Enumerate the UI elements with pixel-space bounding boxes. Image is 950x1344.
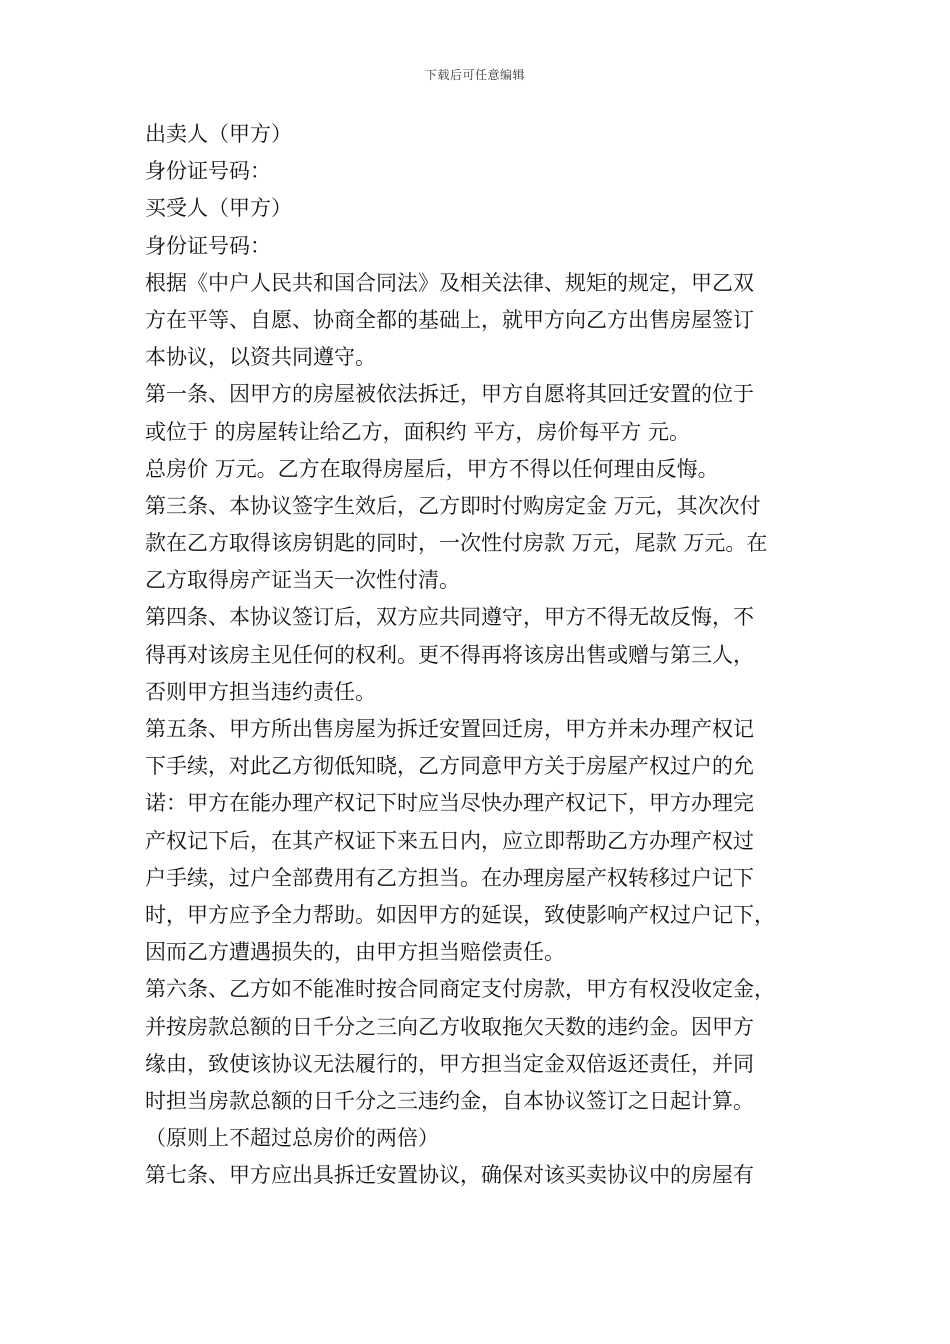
- text-line: 本协议，以资共同遵守。: [145, 345, 376, 370]
- text-line: 款在乙方取得该房钥匙的同时，一次性付房款 万元，尾款 万元。在: [145, 531, 768, 556]
- text-line: 第六条、乙方如不能准时按合同商定支付房款，甲方有权没收定金，: [145, 977, 775, 1002]
- text-line: 时担当房款总额的日千分之三违约金，自本协议签订之日起计算。: [145, 1088, 754, 1113]
- text-line: 身份证号码：: [145, 159, 271, 184]
- text-line: （原则上不超过总房价的两倍）: [145, 1126, 439, 1151]
- text-line: 或位于 的房屋转让给乙方，面积约 平方，房价每平方 元。: [145, 419, 691, 444]
- text-line: 买受人（甲方）: [145, 196, 292, 221]
- text-line: 第五条、甲方所出售房屋为拆迁安置回迁房，甲方并未办理产权记: [145, 717, 754, 741]
- text-line: 乙方取得房产证当天一次性付清。: [145, 568, 460, 593]
- text-line: 第三条、本协议签字生效后，乙方即时付购房定金 万元，其次次付: [145, 493, 761, 518]
- text-line: 产权记下后，在其产权证下来五日内，应立即帮助乙方办理产权过: [145, 828, 754, 853]
- text-line: 第一条、因甲方的房屋被依法拆迁，甲方自愿将其回迁安置的位于: [145, 382, 754, 407]
- contract-body: [145, 116, 813, 1194]
- page-header: 下载后可任意编辑: [424, 68, 525, 82]
- text-line: 第七条、甲方应出具拆迁安置协议，确保对该买卖协议中的房屋有: [145, 1163, 754, 1188]
- text-line: 否则甲方担当违约责任。: [145, 679, 376, 704]
- text-line: 方在平等、自愿、协商全都的基础上，就甲方向乙方出售房屋签订: [145, 307, 754, 332]
- text-line: 因而乙方遭遇损失的，由甲方担当赔偿责任。: [145, 940, 565, 965]
- text-line: 身份证号码：: [145, 233, 271, 258]
- text-line: 诺：甲方在能办理产权记下时应当尽快办理产权记下，甲方办理完: [145, 791, 754, 816]
- text-line: 时，甲方应予全力帮助。如因甲方的延误，致使影响产权过户记下，: [145, 902, 775, 927]
- text-line: 第四条、本协议签订后，双方应共同遵守，甲方不得无故反悔，不: [145, 605, 754, 630]
- text-line: 出卖人（甲方）: [145, 122, 292, 146]
- text-line: 根据《中户人民共和国合同法》及相关法律、规矩的规定，甲乙双: [145, 270, 754, 295]
- text-line: 并按房款总额的日千分之三向乙方收取拖欠天数的违约金。因甲方: [145, 1014, 754, 1039]
- text-line: 缘由，致使该协议无法履行的，甲方担当定金双倍返还责任，并同: [145, 1051, 754, 1076]
- text-line: 得再对该房主见任何的权利。更不得再将该房出售或赠与第三人，: [145, 642, 754, 667]
- text-line: 下手续，对此乙方彻低知晓，乙方同意甲方关于房屋产权过户的允: [145, 754, 754, 779]
- text-line: 户手续，过户全部费用有乙方担当。在办理房屋产权转移过户记下: [145, 865, 754, 890]
- text-line: 总房价 万元。乙方在取得房屋后，甲方不得以任何理由反悔。: [145, 456, 719, 481]
